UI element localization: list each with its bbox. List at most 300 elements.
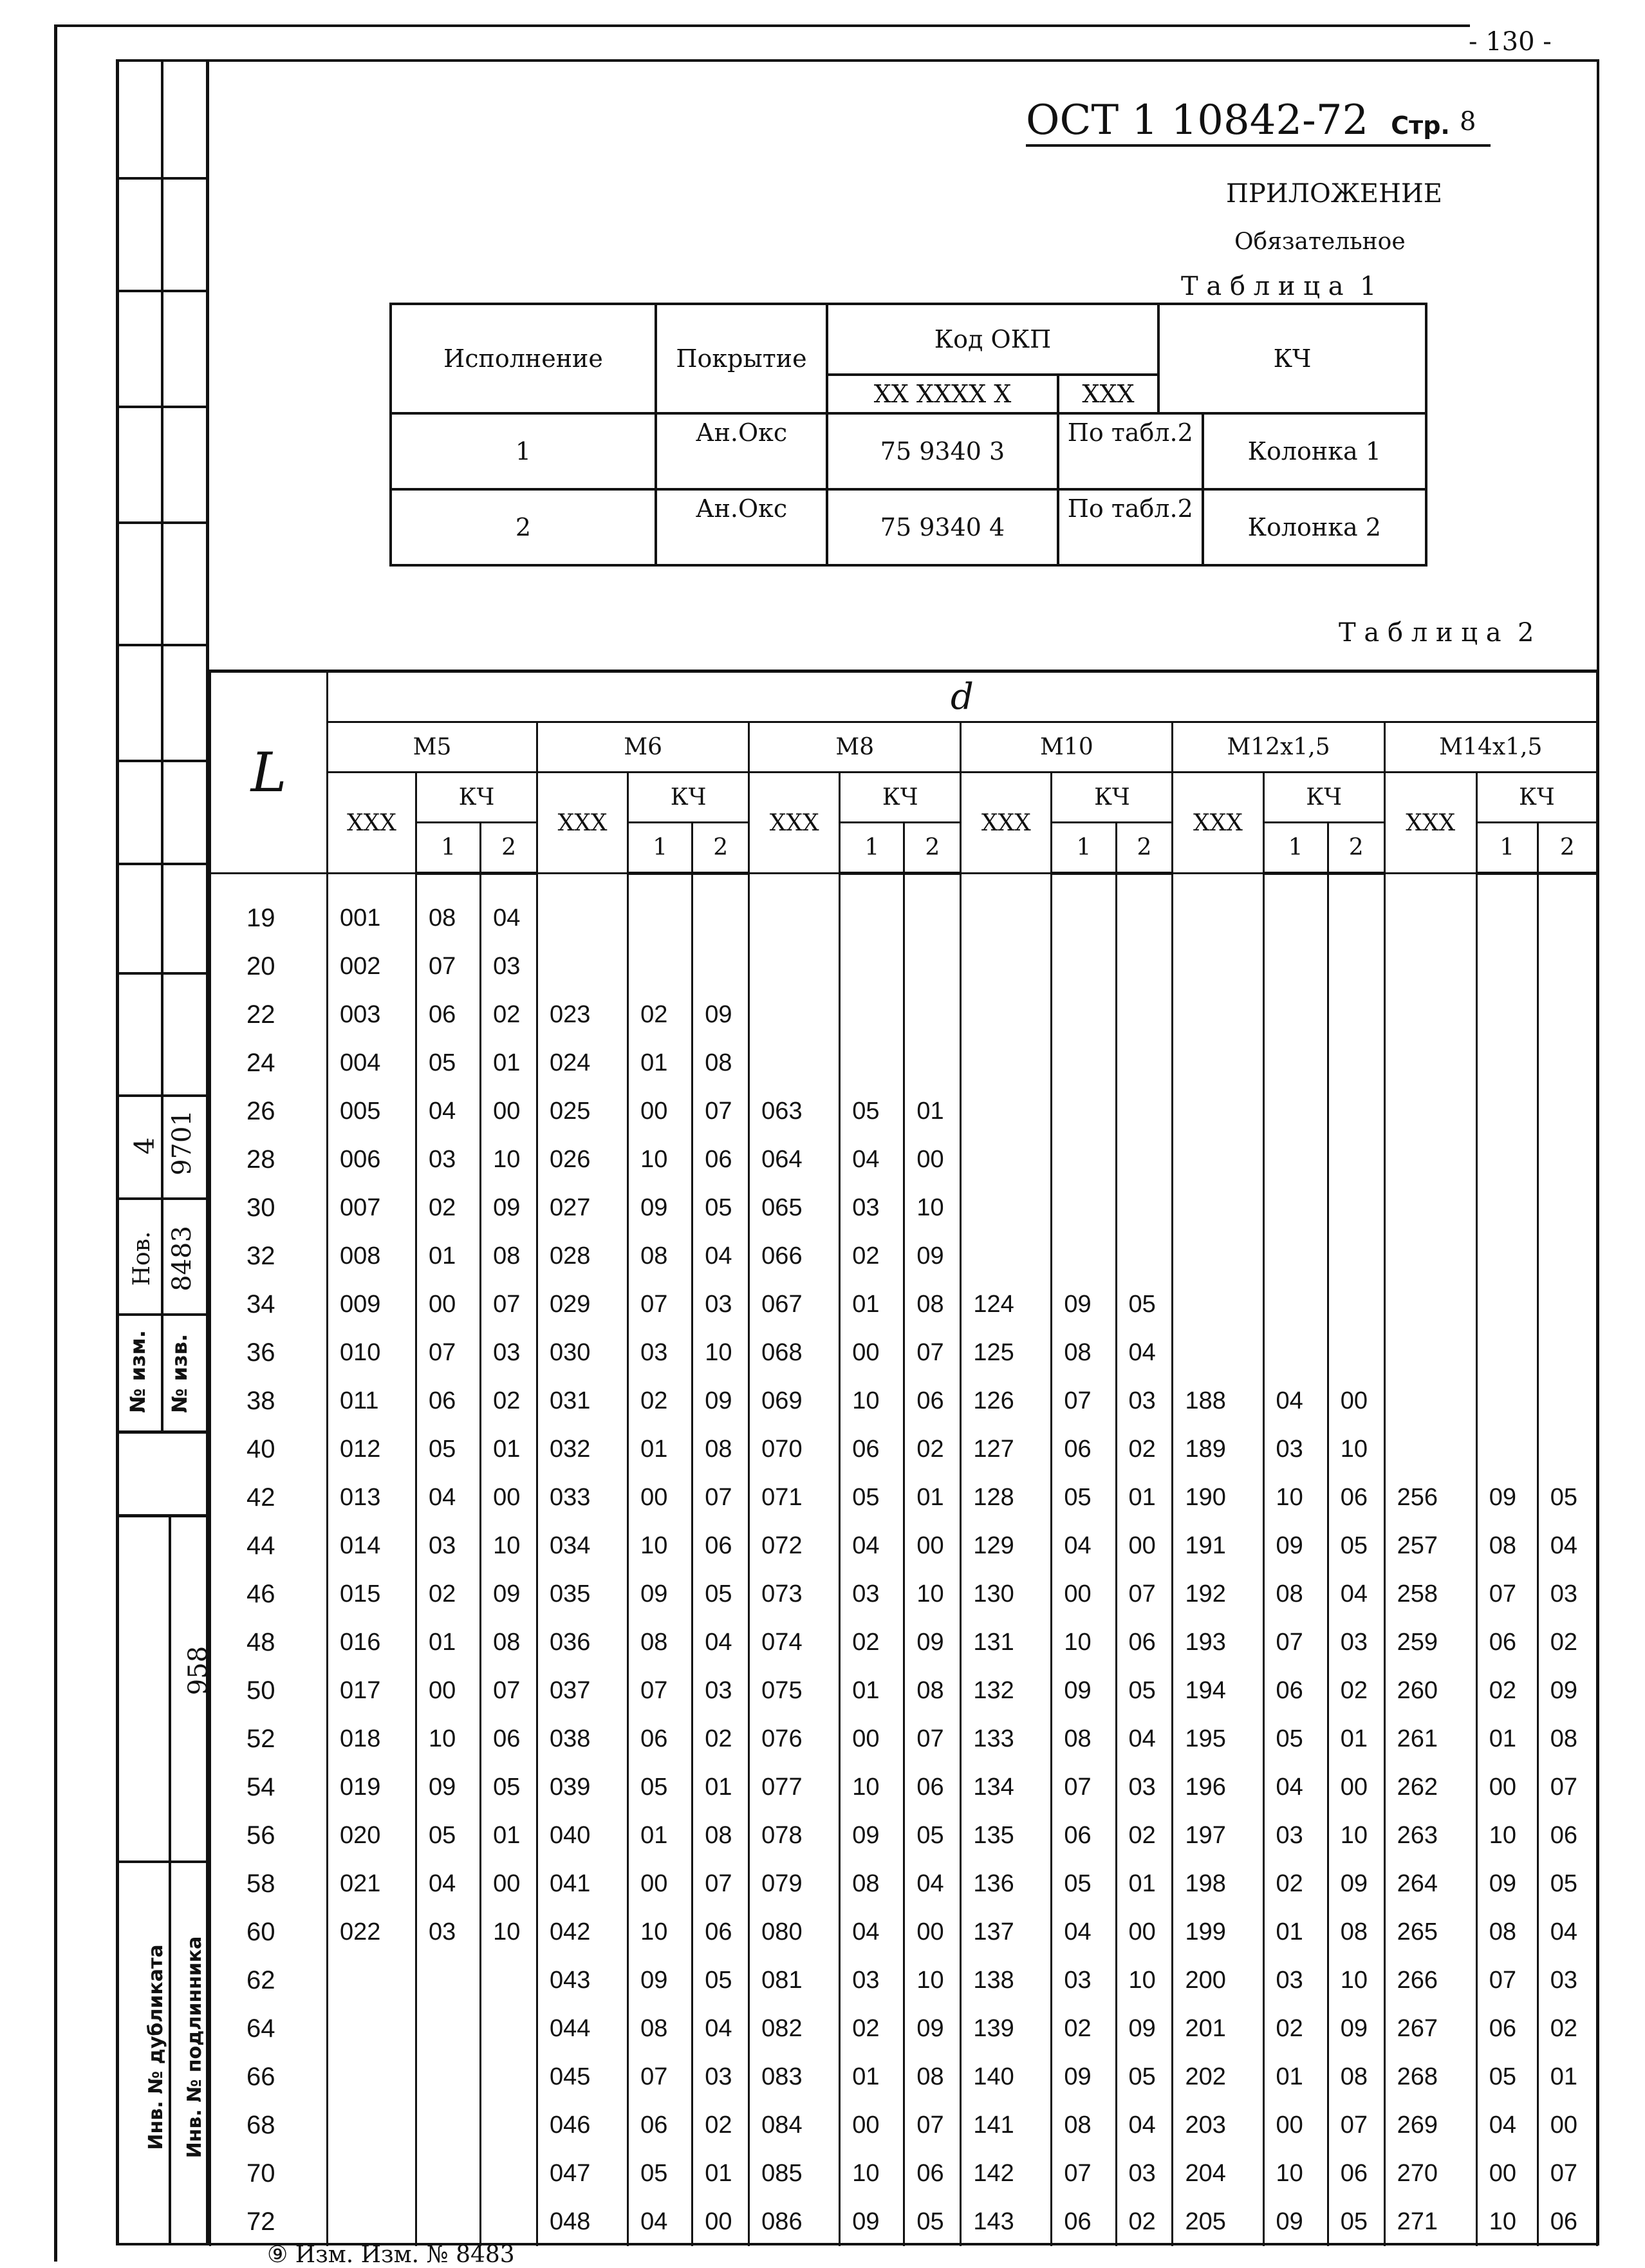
margin-divider [116,521,206,524]
t2-row [210,2150,1597,2198]
t2-row [210,2053,1597,2101]
t2-cell: 02 [840,1232,904,1280]
t2-cell: 01 [692,2150,749,2198]
t2-cell [1173,1136,1263,1184]
t2-length-cell: 62 [210,1956,328,2005]
t2-cell: 02 [1476,1667,1538,1715]
t2-cell: 09 [1263,1522,1328,1570]
t2-cell: 139 [961,2005,1052,2053]
t2-cell: 01 [1116,1860,1173,1908]
t2-row [210,2101,1597,2150]
t2-cell [1116,1184,1173,1232]
t2-cell: 00 [840,2101,904,2150]
t2-cell [1173,1232,1263,1280]
t2-row [210,1522,1597,1570]
t2-cell: 04 [1052,1908,1116,1956]
t2-cell: 10 [481,1136,537,1184]
t2-xxx-header: XXX [327,773,416,874]
t2-cell: 077 [749,1763,840,1812]
t2-cell: 009 [327,1280,416,1329]
t2-cell [1476,1329,1538,1377]
t2-cell: 07 [1116,1570,1173,1618]
t2-cell: 201 [1173,2005,1263,2053]
t2-cell: 082 [749,2005,840,2053]
table1-label: Т а б л и ц а 1 [1181,272,1377,301]
t2-cell [1538,1136,1597,1184]
t2-cell: 020 [327,1812,416,1860]
t2-row [210,1618,1597,1667]
t2-cell: 00 [904,1522,961,1570]
t2-cell: 08 [692,1425,749,1474]
t2-cell: 142 [961,2150,1052,2198]
t2-cell: 08 [840,1860,904,1908]
t2-cell: 03 [840,1184,904,1232]
t2-cell: 003 [327,991,416,1039]
t2-cell [1384,1232,1476,1280]
inner-frame-top [116,59,1599,62]
t2-cell: 10 [1263,1474,1328,1522]
t2-kch-col2: 2 [692,823,749,874]
t2-cell: 128 [961,1474,1052,1522]
t2-cell: 072 [749,1522,840,1570]
t2-cell [961,1184,1052,1232]
t2-cell: 02 [1116,1812,1173,1860]
t2-cell: 00 [1538,2101,1597,2150]
t2-cell [904,942,961,991]
t2-cell [1476,1136,1538,1184]
table-1 [389,303,1427,567]
t2-kch-col2: 2 [1538,823,1597,874]
t2-cell: 05 [692,1570,749,1618]
t2-cell [1263,1184,1328,1232]
t2-cell: 06 [904,1377,961,1425]
t2-cell [1538,1039,1597,1087]
t2-cell: 05 [1328,2198,1384,2246]
t2-cell: 02 [1263,1860,1328,1908]
t2-cell: 06 [1476,1618,1538,1667]
t2-cell: 00 [1328,1377,1384,1425]
t2-cell: 04 [1263,1763,1328,1812]
t2-cell: 10 [481,1522,537,1570]
t2-cell [1052,1087,1116,1136]
t2-cell: 04 [416,1087,480,1136]
t2-cell: 01 [1263,1908,1328,1956]
t2-length-cell: 34 [210,1280,328,1329]
t2-cell: 05 [840,1474,904,1522]
t2-cell [628,942,692,991]
margin-divider [116,1197,206,1200]
t2-cell: 007 [327,1184,416,1232]
t2-cell: 02 [481,991,537,1039]
margin-no-izm: № изм. [125,1330,150,1413]
t2-cell: 08 [904,1280,961,1329]
t2-cell: 05 [1328,1522,1384,1570]
t2-cell [1263,1280,1328,1329]
t2-kch-col1: 1 [628,823,692,874]
t1-isp: 2 [391,489,656,565]
t2-cell [1263,942,1328,991]
t2-cell: 05 [1052,1474,1116,1522]
t2-cell [1384,1329,1476,1377]
t2-cell [481,2198,537,2246]
t2-cell: 07 [1538,1763,1597,1812]
t1-kod: 75 9340 3 [827,413,1058,489]
t2-cell: 02 [904,1425,961,1474]
t2-cell: 001 [327,874,416,943]
t1-header-ispolnenie: Исполнение [391,304,656,413]
t2-cell: 10 [416,1715,480,1763]
t2-cell: 026 [537,1136,628,1184]
t2-cell [1538,991,1597,1039]
t2-cell: 124 [961,1280,1052,1329]
t2-cell: 265 [1384,1908,1476,1956]
t2-cell: 268 [1384,2053,1476,2101]
t2-cell: 10 [904,1570,961,1618]
t2-cell: 205 [1173,2198,1263,2246]
t2-row [210,1956,1597,2005]
t2-cell: 10 [628,1136,692,1184]
t2-row [210,991,1597,1039]
t2-cell: 07 [692,1474,749,1522]
t2-cell: 03 [840,1570,904,1618]
t2-cell: 02 [1052,2005,1116,2053]
t2-cell: 09 [1116,2005,1173,2053]
t2-cell: 05 [1116,1280,1173,1329]
t2-xxx-header: XXX [1384,773,1476,874]
t2-cell: 08 [1538,1715,1597,1763]
t2-cell: 06 [1328,1474,1384,1522]
t2-cell [1384,942,1476,991]
t2-cell [416,2101,480,2150]
t2-cell: 06 [692,1522,749,1570]
t2-cell: 028 [537,1232,628,1280]
t2-cell [1052,991,1116,1039]
t2-cell: 06 [692,1908,749,1956]
t2-cell: 08 [628,2005,692,2053]
t2-cell [840,1039,904,1087]
t2-cell [749,991,840,1039]
t2-cell: 196 [1173,1763,1263,1812]
margin-izm-doc: 9701 [167,1110,197,1176]
t2-cell: 270 [1384,2150,1476,2198]
t2-cell: 04 [1116,2101,1173,2150]
t2-cell: 200 [1173,1956,1263,2005]
t2-cell [1116,991,1173,1039]
t2-cell [1538,1280,1597,1329]
t2-cell: 01 [904,1087,961,1136]
t2-cell: 202 [1173,2053,1263,2101]
t2-cell: 00 [840,1715,904,1763]
t2-length-cell: 48 [210,1618,328,1667]
t2-cell: 09 [1328,2005,1384,2053]
t2-cell: 10 [692,1329,749,1377]
t2-cell: 00 [416,1667,480,1715]
t2-cell: 07 [416,942,480,991]
t2-cell [416,2053,480,2101]
t2-cell [1173,1039,1263,1087]
t2-cell: 00 [904,1136,961,1184]
t2-cell [1328,1039,1384,1087]
t2-cell: 07 [904,1329,961,1377]
t2-cell: 085 [749,2150,840,2198]
t2-cell: 08 [692,1812,749,1860]
t2-cell: 10 [840,1377,904,1425]
t2-cell: 05 [840,1087,904,1136]
t1-ref: По табл.2 [1058,489,1203,565]
t2-group-header: M6 [537,722,749,773]
t2-cell: 01 [904,1474,961,1522]
t2-xxx-header: XXX [961,773,1052,874]
t2-cell: 06 [481,1715,537,1763]
t2-cell [1173,991,1263,1039]
t2-length-cell: 28 [210,1136,328,1184]
t2-cell: 03 [628,1329,692,1377]
t2-cell: 03 [481,1329,537,1377]
t2-cell: 02 [628,991,692,1039]
t2-cell [1263,874,1328,943]
margin-col-1 [116,59,119,2245]
t2-cell: 01 [416,1232,480,1280]
t2-cell: 01 [481,1425,537,1474]
t2-kch-col1: 1 [840,823,904,874]
margin-divider [116,1514,206,1517]
t2-cell: 07 [1476,1570,1538,1618]
t2-cell: 083 [749,2053,840,2101]
margin-no-izv: № изв. [167,1333,192,1413]
t2-cell: 029 [537,1280,628,1329]
t2-cell: 04 [1116,1329,1173,1377]
t2-row [210,1570,1597,1618]
t1-header-pokrytie: Покрытие [656,304,827,413]
t1-kol: Колонка 2 [1203,489,1426,565]
t2-length-cell: 54 [210,1763,328,1812]
t2-cell [327,2101,416,2150]
t2-cell: 01 [481,1039,537,1087]
t2-kch-header: КЧ [1476,773,1597,823]
t2-cell: 09 [628,1184,692,1232]
t2-cell: 01 [840,2053,904,2101]
t2-cell: 09 [1476,1860,1538,1908]
t2-cell: 071 [749,1474,840,1522]
t2-cell [537,942,628,991]
t2-cell: 04 [1052,1522,1116,1570]
t2-cell [1476,991,1538,1039]
t2-cell [1328,1087,1384,1136]
t1-kod: 75 9340 4 [827,489,1058,565]
t2-cell: 079 [749,1860,840,1908]
t2-group-header: M5 [327,722,537,773]
t2-cell: 01 [1116,1474,1173,1522]
t2-cell: 01 [840,1667,904,1715]
t2-cell: 05 [416,1425,480,1474]
t2-cell: 137 [961,1908,1052,1956]
t2-cell: 00 [692,2198,749,2246]
t2-cell: 04 [1263,1377,1328,1425]
t2-cell [1538,1329,1597,1377]
t2-cell: 06 [1052,1425,1116,1474]
t2-cell [1384,991,1476,1039]
t2-cell: 066 [749,1232,840,1280]
t2-cell: 09 [1052,2053,1116,2101]
t2-cell: 04 [1116,1715,1173,1763]
t2-cell: 08 [904,2053,961,2101]
t2-cell: 258 [1384,1570,1476,1618]
t2-cell: 08 [904,1667,961,1715]
t2-cell [1476,1232,1538,1280]
t2-cell: 02 [1116,1425,1173,1474]
t2-cell: 10 [904,1184,961,1232]
t2-cell: 08 [628,1618,692,1667]
t2-cell: 034 [537,1522,628,1570]
t2-cell [1476,1184,1538,1232]
margin-divider [116,1094,206,1097]
t2-cell [1384,1280,1476,1329]
t2-cell [416,2198,480,2246]
t2-cell: 08 [481,1618,537,1667]
t2-cell: 08 [1476,1522,1538,1570]
t2-cell [1538,1377,1597,1425]
t1-pokr: Ан.Окс [656,413,827,489]
t2-cell [1052,1232,1116,1280]
t2-cell [327,2053,416,2101]
t2-cell: 043 [537,1956,628,2005]
t2-cell: 017 [327,1667,416,1715]
t2-cell: 01 [692,1763,749,1812]
t2-cell: 069 [749,1377,840,1425]
t2-cell: 197 [1173,1812,1263,1860]
t2-cell: 06 [904,2150,961,2198]
t2-length-cell: 58 [210,1860,328,1908]
t2-cell [961,1087,1052,1136]
t2-cell: 07 [1263,1618,1328,1667]
t2-cell: 03 [1538,1956,1597,2005]
t2-cell: 015 [327,1570,416,1618]
t2-cell: 08 [1328,2053,1384,2101]
t2-cell [1384,1039,1476,1087]
t2-cell [1328,991,1384,1039]
t2-cell: 132 [961,1667,1052,1715]
t2-cell: 04 [481,874,537,943]
t2-cell: 033 [537,1474,628,1522]
t2-cell [1052,1039,1116,1087]
t2-cell: 03 [840,1956,904,2005]
t2-cell: 07 [1538,2150,1597,2198]
t2-cell: 03 [416,1136,480,1184]
t2-cell: 039 [537,1763,628,1812]
standard-code: ОСТ 1 10842-72 [1026,97,1369,144]
t2-cell: 09 [904,1232,961,1280]
t2-cell [961,1232,1052,1280]
t2-cell: 041 [537,1860,628,1908]
t2-cell: 09 [1476,1474,1538,1522]
t2-cell: 018 [327,1715,416,1763]
t2-cell: 203 [1173,2101,1263,2150]
t2-length-cell: 42 [210,1474,328,1522]
t2-cell: 192 [1173,1570,1263,1618]
t2-length-cell: 60 [210,1908,328,1956]
t2-cell: 025 [537,1087,628,1136]
t2-cell: 06 [692,1136,749,1184]
t2-length-cell: 56 [210,1812,328,1860]
t2-cell: 09 [628,1570,692,1618]
t2-cell: 016 [327,1618,416,1667]
t2-cell [1538,1184,1597,1232]
t2-row [210,1184,1597,1232]
t2-cell: 264 [1384,1860,1476,1908]
t2-cell: 024 [537,1039,628,1087]
t2-cell: 040 [537,1812,628,1860]
t2-cell: 260 [1384,1667,1476,1715]
t2-length-cell: 32 [210,1232,328,1280]
t2-cell: 03 [1116,1763,1173,1812]
t2-cell: 10 [840,1763,904,1812]
t2-cell [1263,1087,1328,1136]
t2-cell: 133 [961,1715,1052,1763]
t2-cell: 02 [628,1377,692,1425]
t2-cell: 064 [749,1136,840,1184]
t2-cell [1116,1232,1173,1280]
t2-row [210,1280,1597,1329]
t2-cell: 262 [1384,1763,1476,1812]
t2-cell: 09 [1538,1667,1597,1715]
t2-d-header: d [327,671,1597,722]
t2-cell [481,2150,537,2198]
t2-cell: 09 [904,2005,961,2053]
t2-row [210,1812,1597,1860]
t2-cell: 04 [1476,2101,1538,2150]
t2-cell [1116,1039,1173,1087]
t2-cell: 05 [416,1812,480,1860]
t2-cell [1328,1184,1384,1232]
t2-cell [1173,1280,1263,1329]
t2-cell: 08 [1052,2101,1116,2150]
t2-cell: 135 [961,1812,1052,1860]
t2-cell: 04 [628,2198,692,2246]
t2-cell: 01 [481,1812,537,1860]
t2-cell [1173,1087,1263,1136]
t2-cell: 03 [692,1667,749,1715]
t2-cell [1328,1136,1384,1184]
t2-cell: 02 [840,2005,904,2053]
margin-col-2 [161,59,163,1430]
t2-cell: 00 [1476,2150,1538,2198]
t2-cell: 047 [537,2150,628,2198]
t2-cell: 05 [416,1039,480,1087]
t2-cell: 06 [1328,2150,1384,2198]
margin-divider [116,1313,206,1316]
t2-cell: 046 [537,2101,628,2150]
t2-cell [749,942,840,991]
mandatory-label: Обязательное [1234,229,1406,255]
t2-cell: 07 [481,1280,537,1329]
t2-cell [537,874,628,943]
margin-divider [116,1430,206,1434]
t2-cell [1263,991,1328,1039]
table2-label: Т а б л и ц а 2 [1339,618,1534,648]
t2-cell [840,874,904,943]
t2-cell: 081 [749,1956,840,2005]
t2-cell: 09 [840,2198,904,2246]
t2-cell: 02 [1263,2005,1328,2053]
table-2 [209,670,1598,2246]
t2-cell: 04 [692,1232,749,1280]
t2-row [210,2198,1597,2246]
t2-kch-header: КЧ [840,773,961,823]
t2-cell [1116,942,1173,991]
t2-cell: 03 [1263,1425,1328,1474]
t2-cell: 10 [481,1908,537,1956]
t2-row [210,1329,1597,1377]
